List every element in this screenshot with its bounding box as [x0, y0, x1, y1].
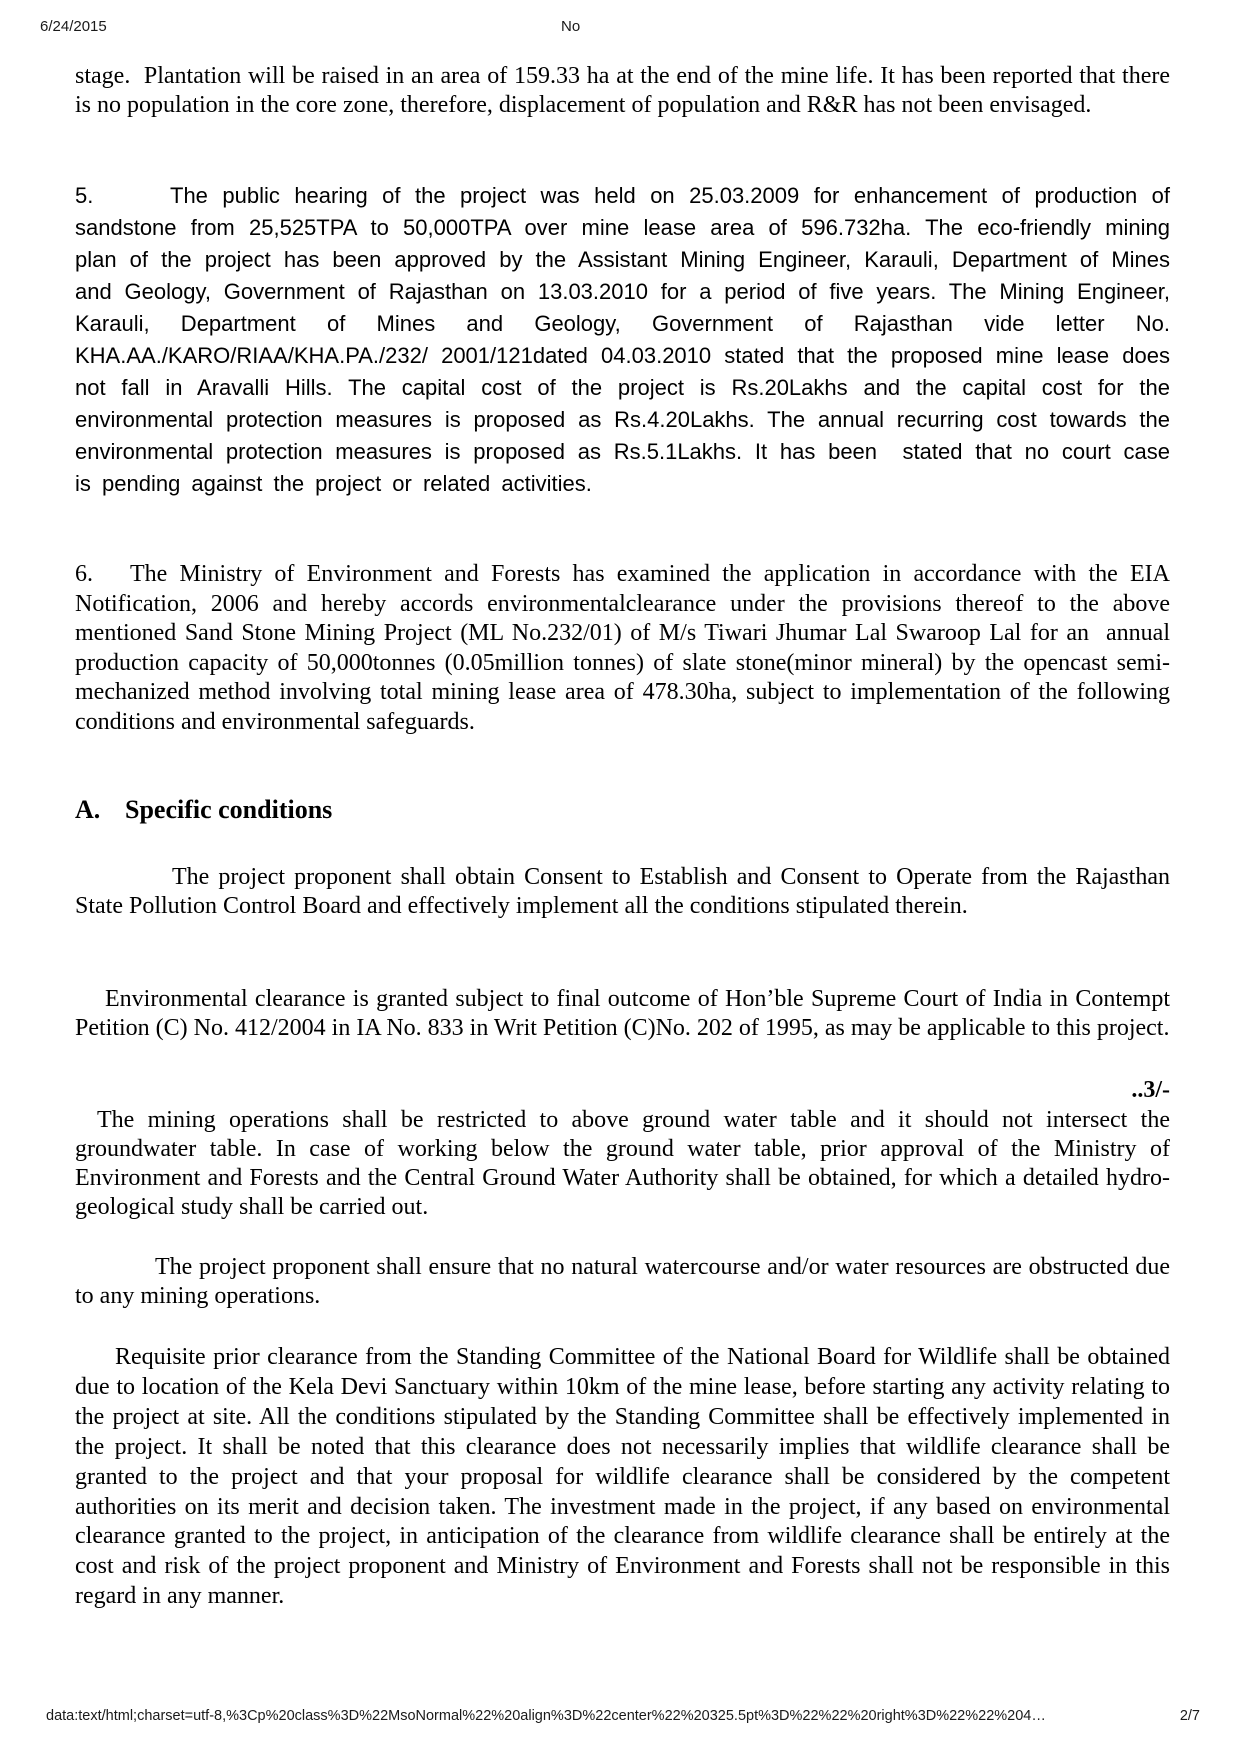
- print-header: [0, 18, 1242, 38]
- condition-wildlife-paragraph: Requisite prior clearance from the Standing Committee of the National Board for Wildlife shall be obtained due to location of the Kela Devi Sanctuary within 10km of the mine lease, before starting any activity relating to the project at site. All the conditions stipulated by the Standing Committee shall be effectively implemented in the project. It shall be noted that this clearance does not necessarily implies that wildlife clearance shall be granted to the project and that your proposal for wildlife clearance shall be considered by the competent authorities on its merit and decision taken. The investment made in the project, if any based on environmental clearance granted to the project, in anticipation of the clearance from wildlife clearance shall be entirely at the cost and risk of the project proponent and Ministry of Environment and Forests shall not be responsible in this regard in any manner.: [75, 1344, 1176, 1610]
- condition-supreme-court-paragraph: Environmental clearance is granted subject to final outcome of Hon’ble Supreme Court of India in Contempt Petition (C) No. 412/2004 in IA No. 833 in Writ Petition (C)No. 202 of 1995, as may be applicable to this project.: [75, 986, 1176, 1041]
- paragraph-6-number: 6.: [75, 561, 93, 587]
- paragraph-6-text: The Ministry of Environment and Forests has examined the application in accordance with the EIA Notification, 2006 and hereby accords environmentalclearance under the provisions thereof to the above mentioned Sand Stone Mining Project (ML No.232/01) of M/s Tiwari Jhumar Lal Swaroop Lal for an annual production capacity of 50,000tonnes (0.05million tonnes) of slate stone(minor mineral) by the opencast semi-mechanized method involving total mining lease area of 478.30ha, subject to implementation of the following conditions and environmental safeguards.: [75, 561, 1182, 735]
- print-header-title: No: [561, 18, 581, 35]
- paragraph-5-text: The public hearing of the project was held on 25.03.2009 for enhancement of production of sandstone from 25,525TPA to 50,000TPA over mine lease area of 596.732ha. The eco-friendly mining plan of the project has been approved by the Assistant Mining Engineer, Karauli, Department of Mines and Geology, Government of Rajasthan on 13.03.2010 for a period of five years. The Mining Engineer, Karauli, Department of Mines and Geology, Government of Rajasthan vide letter No. KHA.AA./KARO/RIAA/KHA.PA./232/ 2001/121dated 04.03.2010 stated that the proposed mine lease does not fall in Aravalli Hills. The capital cost of the project is Rs.20Lakhs and the capital cost for the environmental protection measures is proposed as Rs.4.20Lakhs. The annual recurring cost towards the environmental protection measures is proposed as Rs.5.1Lakhs. It has been stated that no court case is pending against the project or related activities.: [75, 183, 1182, 496]
- print-header-date: 6/24/2015: [40, 18, 107, 35]
- section-a-heading: [75, 794, 1170, 826]
- print-footer: [0, 1708, 1242, 1728]
- print-footer-page-indicator: 2/7: [1179, 1708, 1200, 1724]
- section-a-title: Specific conditions: [125, 795, 333, 824]
- paragraph-5: [75, 180, 1182, 500]
- continuation-paragraph: stage. Plantation will be raised in an area of 159.33 ha at the end of the mine life. It has been reported that there is no population in the core zone, therefore, displacement of population and R&R has not been envisaged.: [75, 63, 1176, 118]
- condition-groundwater-paragraph: The mining operations shall be restricted to above ground water table and it should not intersect the groundwater table. In case of working below the ground water table, prior approval of the Ministry of Environment and Forests and the Central Ground Water Authority shall be obtained, for which a detailed hydro-geological study shall be carried out.: [75, 1107, 1176, 1220]
- section-a-label: A.: [75, 795, 101, 824]
- print-footer-url: data:text/html;charset=utf-8,%3Cp%20class%3D%22MsoNormal%22%20align%3D%22center%22%20325.5pt%3D%22%22%20right%3D%22%22%204…: [46, 1708, 1046, 1724]
- paragraph-5-number: 5.: [75, 183, 94, 208]
- paragraph-6: [75, 560, 1182, 737]
- condition-consent-paragraph: The project proponent shall obtain Consent to Establish and Consent to Operate from the Rajasthan State Pollution Control Board and effectively implement all the conditions stipulated therein.: [75, 864, 1176, 919]
- page-marker: ..3/-: [1131, 1077, 1170, 1103]
- condition-watercourse-paragraph: The project proponent shall ensure that no natural watercourse and/or water resources are obstructed due to any mining operations.: [75, 1254, 1176, 1309]
